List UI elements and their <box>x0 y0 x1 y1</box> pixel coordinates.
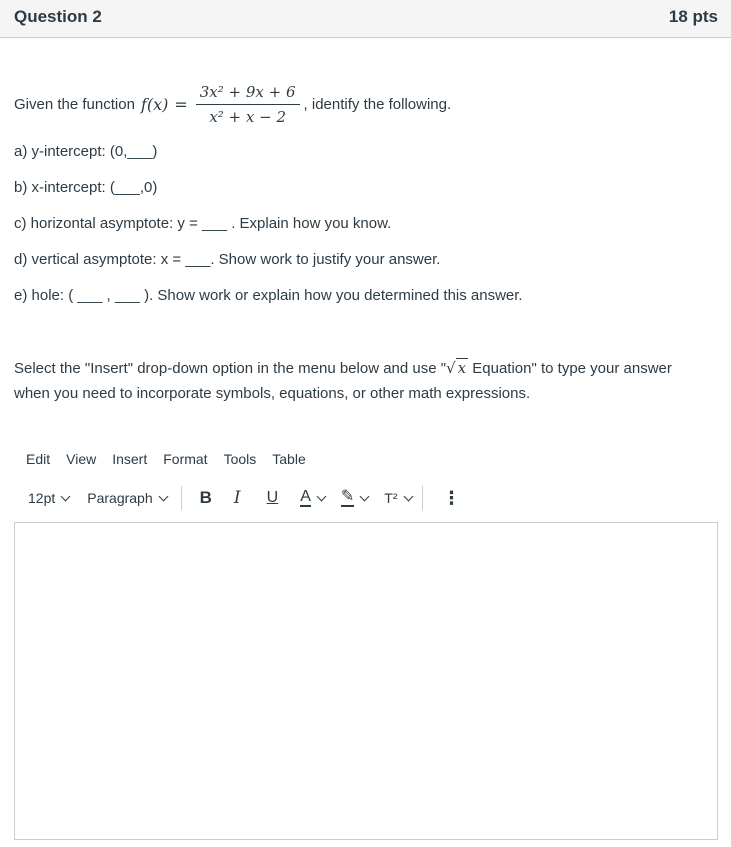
chevron-down-icon <box>61 491 71 501</box>
menu-insert[interactable]: Insert <box>112 451 148 467</box>
font-size-dropdown[interactable] <box>28 490 69 506</box>
text-color-button[interactable] <box>300 489 325 507</box>
editor-menubar <box>26 451 322 467</box>
menu-edit[interactable]: Edit <box>26 451 51 467</box>
fraction-denominator: x² + x − 2 <box>209 107 286 126</box>
bold-button[interactable]: B <box>199 488 212 507</box>
text-color-icon: A <box>300 488 311 505</box>
highlighter-icon: ✎ <box>340 488 355 505</box>
instructions-after: Equation" to type your answer when you need to incorporate symbols, equations, or other math expressions. <box>14 360 672 402</box>
menu-format[interactable]: Format <box>163 451 208 467</box>
more-options-icon[interactable]: ⋮ <box>442 487 461 508</box>
function-name: f(x) <box>140 94 169 114</box>
block-format-label: Paragraph <box>87 490 153 506</box>
editor-instructions <box>14 356 694 406</box>
toolbar-divider <box>181 486 182 510</box>
menu-tools[interactable]: Tools <box>223 451 257 467</box>
superscript-button[interactable] <box>384 490 411 506</box>
menu-view[interactable]: View <box>66 451 97 467</box>
toolbar-divider <box>422 486 423 510</box>
italic-button[interactable]: I <box>233 488 241 508</box>
highlight-color-button[interactable] <box>341 489 368 507</box>
question-header <box>0 0 731 38</box>
chevron-down-icon <box>360 491 370 501</box>
question-title: Question 2 <box>14 7 102 26</box>
sqrt-symbol: √ <box>446 359 456 377</box>
menu-table[interactable]: Table <box>272 451 306 467</box>
underline-button[interactable]: U <box>266 489 279 506</box>
item-hole: e) hole: ( ___ , ___ ). Show work or explain how you determined this answer. <box>14 287 523 304</box>
rational-function-fraction <box>196 83 300 126</box>
item-y-intercept: a) y-intercept: (0,___) <box>14 143 158 160</box>
question-points: 18 pts <box>668 7 718 26</box>
item-vertical-asymptote: d) vertical asymptote: x = ___. Show work to justify your answer. <box>14 251 441 268</box>
prompt-intro-text: Given the function <box>14 95 135 113</box>
equals-sign: = <box>174 94 188 114</box>
item-x-intercept: b) x-intercept: (___,0) <box>14 179 158 196</box>
chevron-down-icon <box>158 491 168 501</box>
sqrt-variable: x <box>457 359 467 377</box>
instructions-before: Select the "Insert" drop-down option in the menu below and use " <box>14 360 447 377</box>
sqrt-x-icon <box>446 358 468 377</box>
prompt-after-text: , identify the following. <box>303 95 452 113</box>
chevron-down-icon <box>316 491 326 501</box>
editor-toolbar <box>28 485 508 511</box>
superscript-icon: T² <box>384 490 398 506</box>
font-size-label: 12pt <box>28 490 56 506</box>
block-format-dropdown[interactable] <box>87 490 166 506</box>
function-prompt <box>14 80 451 128</box>
item-horizontal-asymptote: c) horizontal asymptote: y = ___ . Explain how you know. <box>14 215 392 232</box>
chevron-down-icon <box>403 491 413 501</box>
rich-text-editor-area[interactable] <box>14 522 718 840</box>
fraction-numerator: 3x² + 9x + 6 <box>196 83 300 105</box>
